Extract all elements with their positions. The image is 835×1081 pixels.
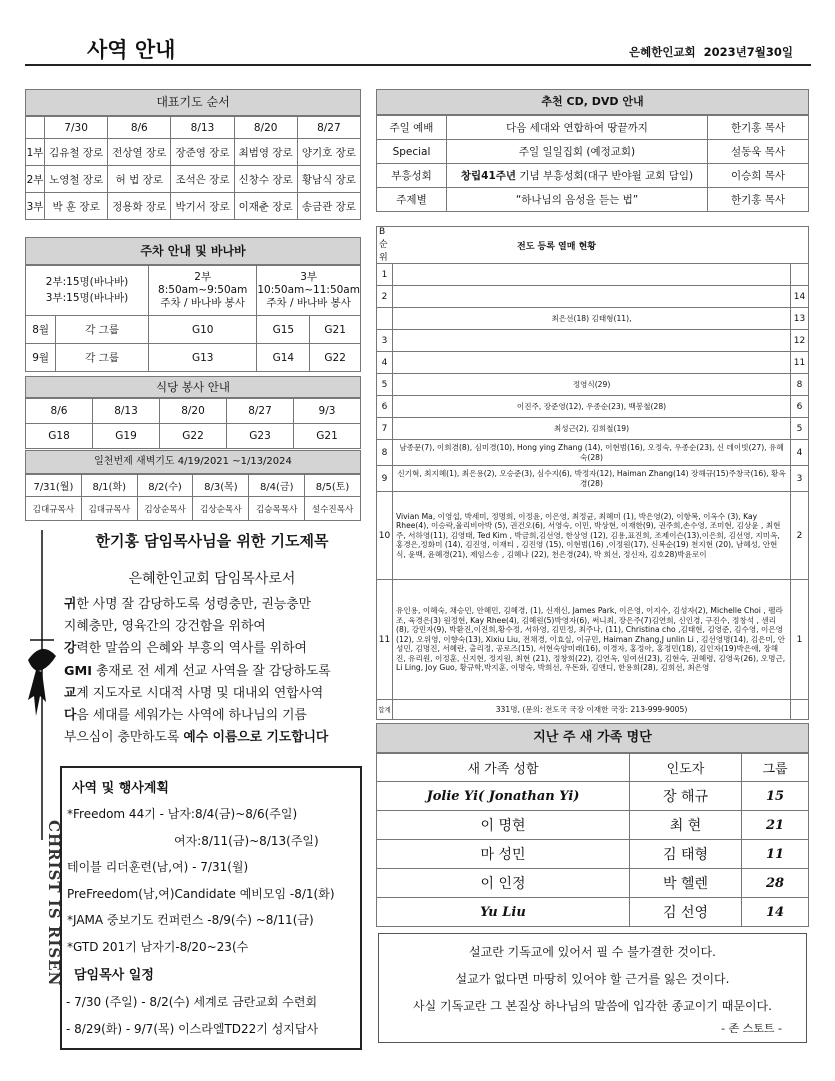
prayer-row xyxy=(26,193,361,220)
dawn-day: 8/3(목) xyxy=(193,475,249,497)
event-item: *GTD 201기 남자기-8/20~23(수 xyxy=(67,939,249,954)
evangelism-rank: 5 xyxy=(377,374,393,396)
decorative-strip xyxy=(22,520,62,1065)
evangelism-row xyxy=(377,374,809,396)
dining-date: 8/13 xyxy=(93,399,160,424)
parking-col2-header: 2부 8:50am~9:50am 주차 / 바나바 봉사 xyxy=(149,266,257,316)
dining-date: 8/27 xyxy=(227,399,294,424)
prayer-elder: 박 훈 장로 xyxy=(45,193,108,220)
new-family-title: 지난 주 새 가족 명단 xyxy=(376,723,809,753)
cd-pastor: 설동욱 목사 xyxy=(708,140,809,164)
pastor-schedule-item: - 8/29(화) - 9/7(목) 이스라엘TD22기 성지답사 xyxy=(66,1022,319,1036)
prayer-corner xyxy=(26,117,45,139)
evangelism-count xyxy=(791,264,809,286)
new-family-header-group: 그룹 xyxy=(742,754,809,782)
cd-dvd-section xyxy=(376,89,809,212)
evangelism-rank: 7 xyxy=(377,418,393,440)
event-item: PreFreedom(남,여)Candidate 예비모임 -8/1(화) xyxy=(67,886,335,901)
evangelism-row xyxy=(377,492,809,580)
new-family-row xyxy=(377,898,809,927)
prayer-date: 8/13 xyxy=(171,117,234,139)
evangelism-names xyxy=(393,264,791,286)
evangelism-names: 정영식(29) xyxy=(393,374,791,396)
dawn-day: 8/1(화) xyxy=(81,475,137,497)
new-family-header-leader: 인도자 xyxy=(630,754,742,782)
quote-line: 설교가 없다면 마땅히 있어야 할 근거를 잃은 것이다. xyxy=(455,972,730,986)
event-item: *Freedom 44기 - 남자:8/4(금)~8/6(주일) xyxy=(67,807,298,821)
header-rule xyxy=(25,64,811,66)
dawn-pastor: 김대규목사 xyxy=(26,497,82,521)
event-item: 여자:8/11(금)~8/13(주일) xyxy=(174,833,319,848)
church-date: 은혜한인교회 2023년7월30일 xyxy=(629,45,793,59)
new-family-row xyxy=(377,869,809,898)
parking-title: 주차 안내 및 바나바 xyxy=(25,237,361,265)
prayer-topics-intro: 은혜한인교회 담임목사로서 xyxy=(128,571,296,587)
new-family-section xyxy=(376,723,809,927)
dawn-pastor: 김승목목사 xyxy=(249,497,305,521)
prayer-service-label: 1부 xyxy=(26,139,45,166)
dawn-day: 8/5(토) xyxy=(305,475,361,497)
evangelism-names: 남종문(7), 이희겸(8), 심미경(10), Hong ying Zhang (14), 이현범(16), 오정숙, 우종순(23), 신 데이빗(27), 유혜숙(28) xyxy=(393,440,791,466)
new-family-group: 28 xyxy=(742,869,809,898)
new-family-leader: 장 해규 xyxy=(630,782,742,811)
events-list xyxy=(62,801,360,960)
prayer-topics-closing: 부으심이 충만하도록 예수 이름으로 기도합니다 xyxy=(64,730,329,746)
dawn-prayer-title: 일천번제 새벽기도 4/19/2021 ~1/13/2024 xyxy=(25,450,361,474)
evangelism-rank xyxy=(377,308,393,330)
evangelism-names: Vivian Ma, 이영섭, 박세미, 정명희, 이정윤, 이은영, 최정균, 최혜미 (1), 박은영(2), 이항복, 이옥수 (3), Kay Rhee(4), 이승락,율리비아박 (5), 권건오(6), 서영숙, 이민, 박상현, 이재한(9), 권주희,손수영, 조미현, 김상윤 , 최현주, 서하영(11), 김영태, Ted Kim , 박금희,김선영, 한상영 (12), 김용,표진희, 조제이슨(13),이은희, 김선영, 지미옥, 홍경은,정화미 (14), 김진영, 이재티 , 김진영 (15), 이현범(16) ,이정원(17), 신복순(19) 천지현 (20), 남혜성, 안현식, 윤백, 윤혜경(21), 제임스송 , 김혜나 (22), 천은경(24), 박 희선, 정신자, 김호28)박윤로이 xyxy=(393,492,791,580)
prayer-topic-line: 다음 세대를 세워가는 사역에 하나님의 기름 xyxy=(64,708,307,724)
dining-group: G19 xyxy=(93,424,160,449)
evangelism-title: 전도 등록 열매 현황 xyxy=(393,227,791,264)
new-family-group: 14 xyxy=(742,898,809,927)
evangelism-count: 3 xyxy=(791,466,809,492)
evangelism-row xyxy=(377,308,809,330)
dawn-prayer-section xyxy=(25,450,361,521)
evangelism-row xyxy=(377,396,809,418)
dawn-pastor: 김대규목사 xyxy=(81,497,137,521)
evangelism-count: 6 xyxy=(791,396,809,418)
dining-title: 식당 봉사 안내 xyxy=(25,376,361,398)
evangelism-count: 14 xyxy=(791,286,809,308)
new-family-row xyxy=(377,840,809,869)
page-header xyxy=(25,28,811,66)
evangelism-rank-label: B순위 xyxy=(377,227,393,264)
new-family-leader: 박 헬렌 xyxy=(630,869,742,898)
evangelism-names xyxy=(393,330,791,352)
new-family-table xyxy=(376,753,809,927)
parking-table xyxy=(25,265,361,372)
evangelism-rank: 합계 xyxy=(377,700,393,720)
evangelism-rank: 4 xyxy=(377,352,393,374)
evangelism-names: 최성근(2), 김희철(19) xyxy=(393,418,791,440)
prayer-order-title: 대표기도 순서 xyxy=(25,89,361,116)
new-family-name: 마 성민 xyxy=(377,840,630,869)
prayer-row xyxy=(26,139,361,166)
evangelism-names: 신기혁, 최지혜(1), 최은용(2), 오승준(3), 심수지(6), 박정자(12), Haiman Zhang(14) 장해규(15)주창국(16), 황옥경(28) xyxy=(393,466,791,492)
evangelism-section xyxy=(376,226,809,720)
event-item: 테이블 리더훈련(남,여) - 7/31(월) xyxy=(67,860,249,874)
evangelism-count: 4 xyxy=(791,440,809,466)
dining-date: 8/20 xyxy=(160,399,227,424)
quote-line: 설교란 기독교에 있어서 필 수 불가결한 것이다. xyxy=(469,945,716,959)
evangelism-row xyxy=(377,700,809,720)
prayer-topics-title: 한기홍 담임목사님을 위한 기도제목 xyxy=(95,532,329,550)
prayer-elder: 황남식 장로 xyxy=(297,166,360,193)
quote-line: 사실 기독교란 그 본질상 하나님의 말씀에 입각한 종교이기 때문이다. xyxy=(413,999,772,1013)
evangelism-row xyxy=(377,580,809,700)
prayer-elder: 조석은 장로 xyxy=(171,166,234,193)
cd-pastor: 이승희 목사 xyxy=(708,164,809,188)
new-family-leader: 김 태형 xyxy=(630,840,742,869)
new-family-leader: 최 현 xyxy=(630,811,742,840)
evangelism-count: 5 xyxy=(791,418,809,440)
dining-date: 8/6 xyxy=(26,399,93,424)
evangelism-count: 13 xyxy=(791,308,809,330)
prayer-elder: 노영철 장로 xyxy=(45,166,108,193)
prayer-elder: 정용화 장로 xyxy=(108,193,171,220)
new-family-group: 11 xyxy=(742,840,809,869)
cd-dvd-title: 추천 CD, DVD 안내 xyxy=(376,89,809,115)
dawn-day: 8/4(금) xyxy=(249,475,305,497)
new-family-row xyxy=(377,811,809,840)
prayer-date: 7/30 xyxy=(45,117,108,139)
evangelism-names: 유인용, 이혜숙, 채승민, 안혜민, 김혜경, (1), 신재신, James Park, 이은영, 이지수, 김성자(2), Michelle Choi , 펠라조, 육경은(3) 원정현, Kay Rhee(4), 김혜원(5)박영자(6), 써니최, 장은주(7)김연희, 신인경, 구진수, 정창석 , 센리(8), 강민자(9), 박환진,이진희,황수정, 서하영, 김민정, 최주나, (11), Christina cho ,김태현, 김영준, 김수영, 이은영(12), 오위영, 이향숙(13), Xixiu Liu, 전채경, 이효실, 이규민, Haiman Zhang,J unlin Li , 김선영명(14), 김은미, 안성민, 김명진, 서혜란, 출리정, 공로즈(15), 서현숙양미래(16), 이경자, 홍정아, 홍정민(18), 김인자(19)박은애, 장해진, 유리원, 이정훈, 신지현, 정지원, 최현 (21), 정창희(22), 김연옥, 임여선(23), 김현숙, 권혜령, 김영욱(26), 오명근, Li Ling, Joy Guo, 황규학,박지훈, 이명숙, 박희선, 우돈화, 김앤디, 한용희(28), 김희선, 최은영 xyxy=(393,580,791,700)
evangelism-names: 최은선(18) 김태형(11), xyxy=(393,308,791,330)
pastor-schedule-title: 담임목사 일정 xyxy=(74,968,154,983)
prayer-elder: 허 법 장로 xyxy=(108,166,171,193)
dining-section xyxy=(25,376,361,449)
parking-row: 9월 각 그룹 G13 G14 G22 xyxy=(26,344,361,372)
evangelism-rank: 3 xyxy=(377,330,393,352)
dining-group: G18 xyxy=(26,424,93,449)
cd-label: 부흥성회 xyxy=(377,164,447,188)
evangelism-count: 1 xyxy=(791,580,809,700)
dawn-pastor: 김상순목사 xyxy=(137,497,193,521)
cd-pastor: 한기홍 목사 xyxy=(708,188,809,212)
dawn-day: 8/2(수) xyxy=(137,475,193,497)
prayer-elder: 박기서 장로 xyxy=(171,193,234,220)
quote-author: - 존 스토트 - xyxy=(721,1022,782,1035)
dining-date: 9/3 xyxy=(294,399,361,424)
pastor-schedule-list xyxy=(62,989,360,1043)
new-family-group: 15 xyxy=(742,782,809,811)
quote-box xyxy=(378,933,807,1043)
new-family-group: 21 xyxy=(742,811,809,840)
cd-label: 주일 예배 xyxy=(377,116,447,140)
cd-row xyxy=(377,188,809,212)
events-section xyxy=(60,766,362,1050)
prayer-elder: 전상열 장로 xyxy=(108,139,171,166)
pastor-schedule-item: - 7/30 (주일) - 8/2(수) 세계로 금란교회 수련회 xyxy=(66,995,318,1009)
prayer-date: 8/20 xyxy=(234,117,297,139)
prayer-elder: 신창수 장로 xyxy=(234,166,297,193)
evangelism-table xyxy=(376,226,809,720)
evangelism-names: 이진주, 장준영(12), 우종순(23), 백봉철(28) xyxy=(393,396,791,418)
parking-row: 8월 각 그룹 G10 G15 G21 xyxy=(26,316,361,344)
dawn-day: 7/31(월) xyxy=(26,475,82,497)
event-item: *JAMA 중보기도 컨퍼런스 -8/9(수) ~8/11(금) xyxy=(67,913,314,927)
prayer-row xyxy=(26,166,361,193)
cd-pastor: 한기홍 목사 xyxy=(708,116,809,140)
dawn-pastor: 설수진목사 xyxy=(305,497,361,521)
evangelism-names: 331명, (문의: 전도국 국장 이재한 국장: 213-999-9005) xyxy=(393,700,791,720)
evangelism-row xyxy=(377,264,809,286)
new-family-name: Jolie Yi( Jonathan Yi) xyxy=(377,782,630,811)
prayer-service-label: 3부 xyxy=(26,193,45,220)
evangelism-row xyxy=(377,286,809,308)
evangelism-names xyxy=(393,286,791,308)
evangelism-rank: 6 xyxy=(377,396,393,418)
dining-table xyxy=(25,398,361,449)
cd-label: Special xyxy=(377,140,447,164)
evangelism-row xyxy=(377,440,809,466)
prayer-service-label: 2부 xyxy=(26,166,45,193)
evangelism-row xyxy=(377,466,809,492)
dining-group: G22 xyxy=(160,424,227,449)
prayer-order-table xyxy=(25,116,361,220)
prayer-topics-lines xyxy=(62,594,362,727)
new-family-name: Yu Liu xyxy=(377,898,630,927)
prayer-elder: 양기호 장로 xyxy=(297,139,360,166)
evangelism-names xyxy=(393,352,791,374)
new-family-header-name: 새 가족 성함 xyxy=(377,754,630,782)
new-family-name: 이 인정 xyxy=(377,869,630,898)
prayer-topic-line: GMI 총재로 전 세계 선교 사역을 잘 감당하도록 xyxy=(64,663,331,679)
cd-dvd-table xyxy=(376,115,809,212)
cd-content: 창립41주년 기념 부흥성회(대구 반야월 교회 담임) xyxy=(447,164,708,188)
prayer-elder: 송금관 장로 xyxy=(297,193,360,220)
dawn-pastor: 김상순목사 xyxy=(193,497,249,521)
cd-row xyxy=(377,164,809,188)
christ-is-risen-text: CHRIST IS RISEN xyxy=(45,820,63,987)
dining-group: G21 xyxy=(294,424,361,449)
prayer-date: 8/6 xyxy=(108,117,171,139)
prayer-elder: 최범영 장로 xyxy=(234,139,297,166)
new-family-row xyxy=(377,782,809,811)
cd-label: 주제별 xyxy=(377,188,447,212)
prayer-topic-line: 교계 지도자로 시대적 사명 및 대내외 연합사역 xyxy=(64,685,324,701)
evangelism-row xyxy=(377,330,809,352)
parking-col3-header: 3부 10:50am~11:50am 주차 / 바나바 봉사 xyxy=(257,266,361,316)
prayer-date: 8/27 xyxy=(297,117,360,139)
cd-content: 주일 일일집회 (예정교회) xyxy=(447,140,708,164)
evangelism-rank: 1 xyxy=(377,264,393,286)
new-family-name: 이 명현 xyxy=(377,811,630,840)
prayer-topic-line: 귀한 사명 잘 감당하도록 성령충만, 권능충만 xyxy=(64,597,311,612)
evangelism-rank: 8 xyxy=(377,440,393,466)
prayer-topic-line: 지혜충만, 영육간의 강건함을 위하여 xyxy=(64,619,266,635)
evangelism-rank: 10 xyxy=(377,492,393,580)
parking-col1-header: 2부:15명(바나바) 3부:15명(바나바) xyxy=(26,266,149,316)
cd-content: 다음 세대와 연합하여 땅끝까지 xyxy=(447,116,708,140)
prayer-topics-section xyxy=(62,522,362,762)
events-title: 사역 및 행사계획 xyxy=(72,781,169,796)
prayer-elder: 장준영 장로 xyxy=(171,139,234,166)
prayer-topic-line: 강력한 말씀의 은혜와 부흥의 역사를 위하여 xyxy=(64,641,307,657)
dining-group: G23 xyxy=(227,424,294,449)
cd-row xyxy=(377,116,809,140)
evangelism-count: 8 xyxy=(791,374,809,396)
evangelism-rank: 11 xyxy=(377,580,393,700)
cd-row xyxy=(377,140,809,164)
new-family-leader: 김 선영 xyxy=(630,898,742,927)
page-title: 사역 안내 xyxy=(87,38,176,62)
evangelism-count: 12 xyxy=(791,330,809,352)
parking-section xyxy=(25,237,361,372)
evangelism-rank: 2 xyxy=(377,286,393,308)
dawn-prayer-table xyxy=(25,474,361,521)
evangelism-row xyxy=(377,352,809,374)
evangelism-rank: 9 xyxy=(377,466,393,492)
evangelism-count: 2 xyxy=(791,492,809,580)
evangelism-row xyxy=(377,418,809,440)
prayer-elder: 김유철 장로 xyxy=(45,139,108,166)
prayer-order-section xyxy=(25,89,361,220)
evangelism-count xyxy=(791,700,809,720)
prayer-elder: 이재춘 장로 xyxy=(234,193,297,220)
cd-content: “하나님의 음성을 듣는 법” xyxy=(447,188,708,212)
evangelism-count: 11 xyxy=(791,352,809,374)
